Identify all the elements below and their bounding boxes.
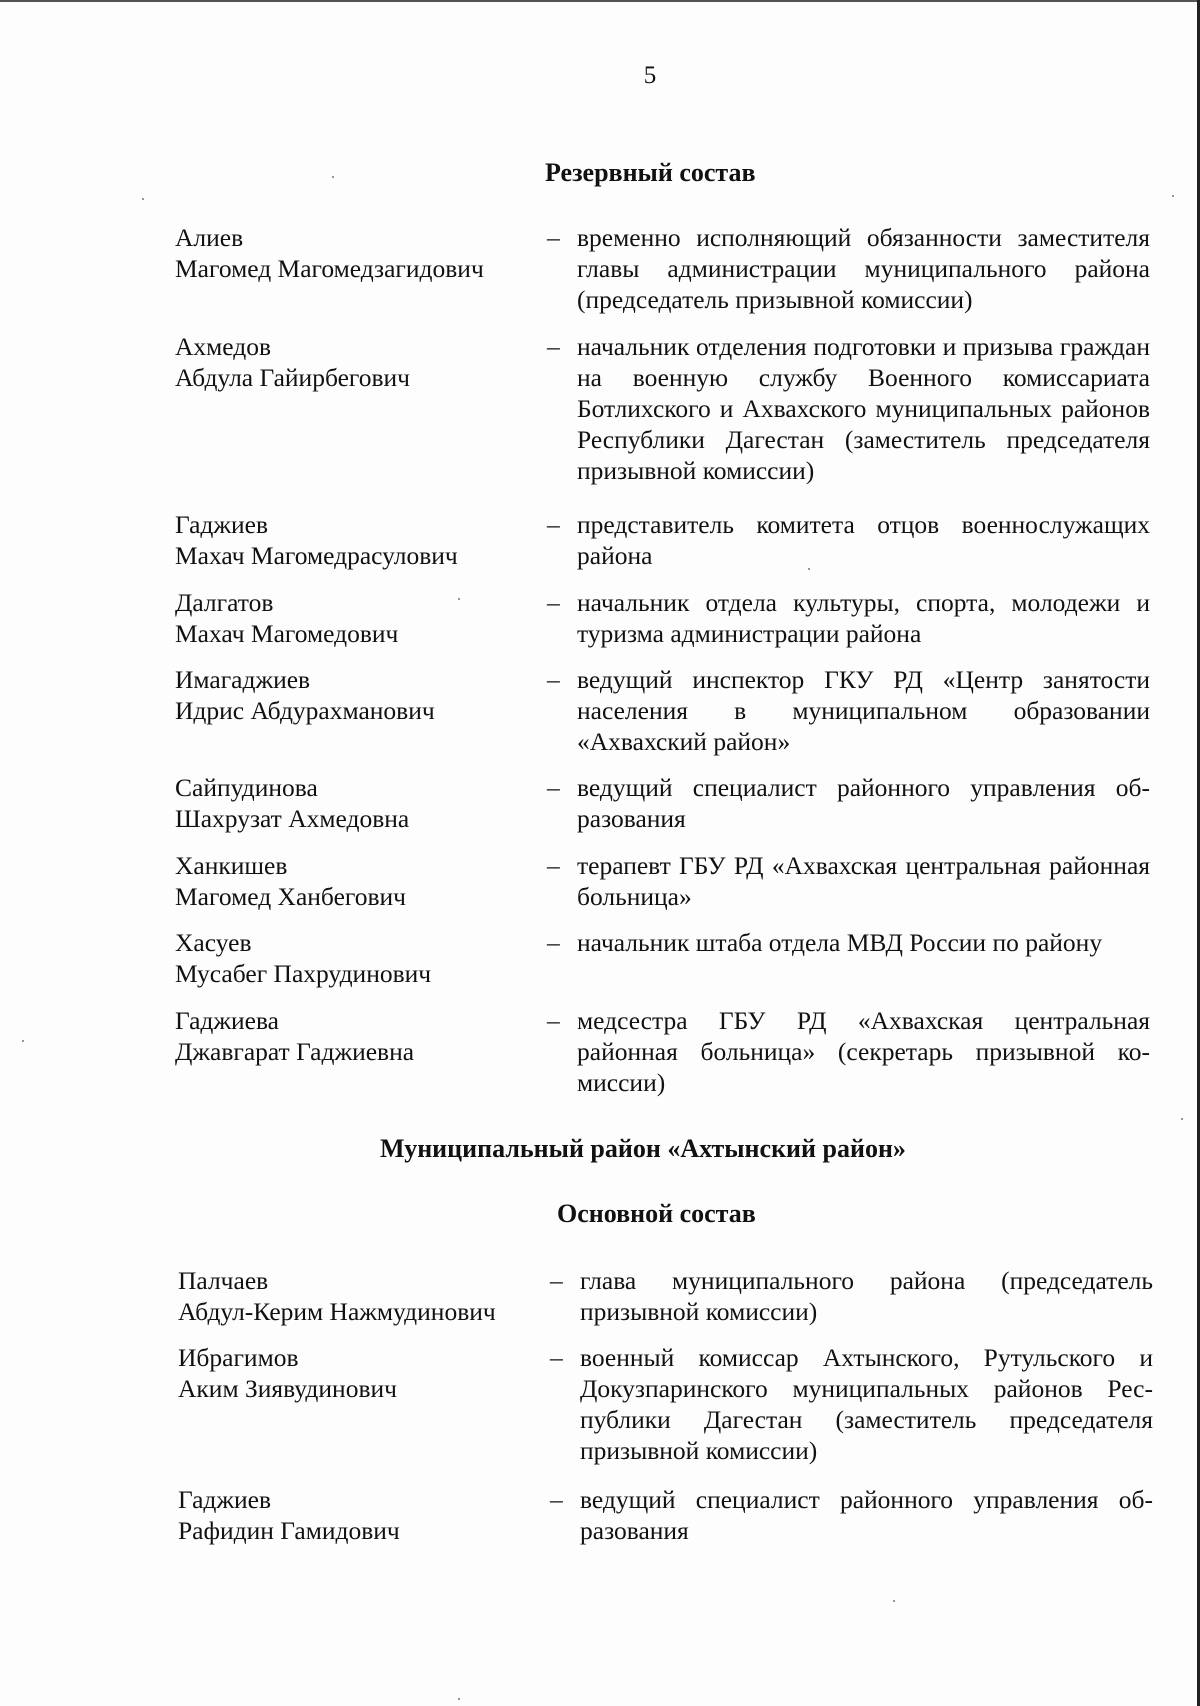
member-given-name: Аким Зиявудинович bbox=[178, 1374, 397, 1403]
member-surname: Гаджиев bbox=[178, 1485, 272, 1514]
dash: – bbox=[550, 1266, 563, 1295]
district-heading: Муниципальный район «Ахтынский район» bbox=[380, 1134, 906, 1163]
member-surname: Ханкишев bbox=[175, 851, 288, 880]
member-given-name: Махач Магомедрасулович bbox=[175, 541, 458, 570]
dash: – bbox=[547, 510, 560, 539]
scan-speck bbox=[1172, 195, 1174, 197]
dash: – bbox=[547, 1006, 560, 1035]
page-number: 5 bbox=[643, 62, 657, 89]
member-given-name: Шахрузат Ахмедовна bbox=[175, 804, 410, 833]
member-name bbox=[175, 509, 535, 571]
dash: – bbox=[550, 1343, 563, 1372]
dash: – bbox=[547, 332, 560, 361]
member-given-name: Абдула Гайирбегович bbox=[175, 363, 410, 392]
member-role: начальник отделения подготовки и призыва граждан на военную службу Военного комиссариата Ботлихского и Ахвахского муниципальных районов Республики Дагестан (заместитель председателя призывной комиссии) bbox=[577, 332, 1150, 485]
member-given-name: Джавгарат Гаджиевна bbox=[175, 1037, 415, 1066]
scan-speck bbox=[893, 1600, 895, 1602]
member-role: военный комиссар Ахтынского, Рутульского и Докузпаринского муниципальных районов Республики Дагестан (заместитель председателя призывной комиссии) bbox=[580, 1343, 1153, 1465]
member-name bbox=[178, 1342, 538, 1404]
member-surname: Гаджиева bbox=[175, 1006, 280, 1035]
member-role: глава муниципального района (председатель призывной комиссии) bbox=[580, 1266, 1153, 1326]
member-given-name: Махач Магомедович bbox=[175, 619, 399, 648]
dash: – bbox=[550, 1485, 563, 1514]
member-name bbox=[175, 772, 535, 834]
member-role: ведущий инспектор ГКУ РД «Центр занятости населения в муниципальном образовании «Ахвахский район» bbox=[577, 665, 1150, 756]
member-given-name: Магомед Ханбегович bbox=[175, 882, 406, 911]
member-name bbox=[175, 1005, 535, 1067]
member-surname: Палчаев bbox=[178, 1266, 269, 1295]
member-role: начальник отдела культуры, спорта, молодежи и туризма администрации района bbox=[577, 588, 1150, 648]
member-name bbox=[178, 1484, 538, 1546]
member-name bbox=[175, 587, 535, 649]
reserve-heading: Резервный состав bbox=[545, 158, 756, 187]
member-given-name: Рафидин Гамидович bbox=[178, 1516, 400, 1545]
scan-speck bbox=[808, 568, 810, 570]
scan-speck bbox=[142, 198, 144, 200]
member-surname: Алиев bbox=[175, 223, 244, 252]
member-surname: Далгатов bbox=[175, 588, 274, 617]
member-name bbox=[175, 850, 535, 912]
dash: – bbox=[547, 851, 560, 880]
member-role: начальник штаба отдела МВД России по району bbox=[577, 928, 1103, 957]
scan-speck bbox=[458, 598, 460, 600]
member-given-name: Абдул-Керим Нажмудинович bbox=[178, 1297, 496, 1326]
member-name bbox=[175, 927, 535, 989]
member-role: терапевт ГБУ РД «Ахвахская центральная районная больница» bbox=[577, 851, 1150, 911]
member-given-name: Мусабег Пахрудинович bbox=[175, 959, 432, 988]
member-name bbox=[175, 222, 535, 284]
scan-speck bbox=[458, 1698, 460, 1700]
member-surname: Имагаджиев bbox=[175, 665, 311, 694]
scan-top-edge bbox=[0, 0, 1200, 2]
member-surname: Хасуев bbox=[175, 928, 252, 957]
member-surname: Ибрагимов bbox=[178, 1343, 299, 1372]
member-given-name: Идрис Абдурахманович bbox=[175, 696, 435, 725]
member-role: представитель комитета отцов военнослужащих района bbox=[577, 510, 1150, 570]
member-given-name: Магомед Магомедзагидович bbox=[175, 254, 484, 283]
member-role: временно исполняющий обязанности заместителя главы администрации муниципального района (председатель призывной комиссии) bbox=[577, 223, 1150, 314]
member-role: ведущий специалист районного управления образования bbox=[577, 773, 1150, 833]
member-name bbox=[175, 331, 535, 393]
main-composition-heading: Основной состав bbox=[557, 1199, 756, 1228]
dash: – bbox=[547, 928, 560, 957]
member-surname: Ахмедов bbox=[175, 332, 272, 361]
member-name bbox=[178, 1265, 538, 1327]
dash: – bbox=[547, 588, 560, 617]
member-role: ведущий специалист районного управления образования bbox=[580, 1485, 1153, 1545]
dash: – bbox=[547, 773, 560, 802]
scan-speck bbox=[1181, 1118, 1183, 1120]
member-role: медсестра ГБУ РД «Ахвахская центральная районная больница» (секретарь призывной комиссии) bbox=[577, 1006, 1150, 1097]
member-surname: Сайпудинова bbox=[175, 773, 318, 802]
scan-speck bbox=[332, 176, 334, 178]
dash: – bbox=[547, 223, 560, 252]
scan-speck bbox=[22, 1040, 24, 1042]
member-surname: Гаджиев bbox=[175, 510, 269, 539]
member-name bbox=[175, 664, 535, 726]
dash: – bbox=[547, 665, 560, 694]
